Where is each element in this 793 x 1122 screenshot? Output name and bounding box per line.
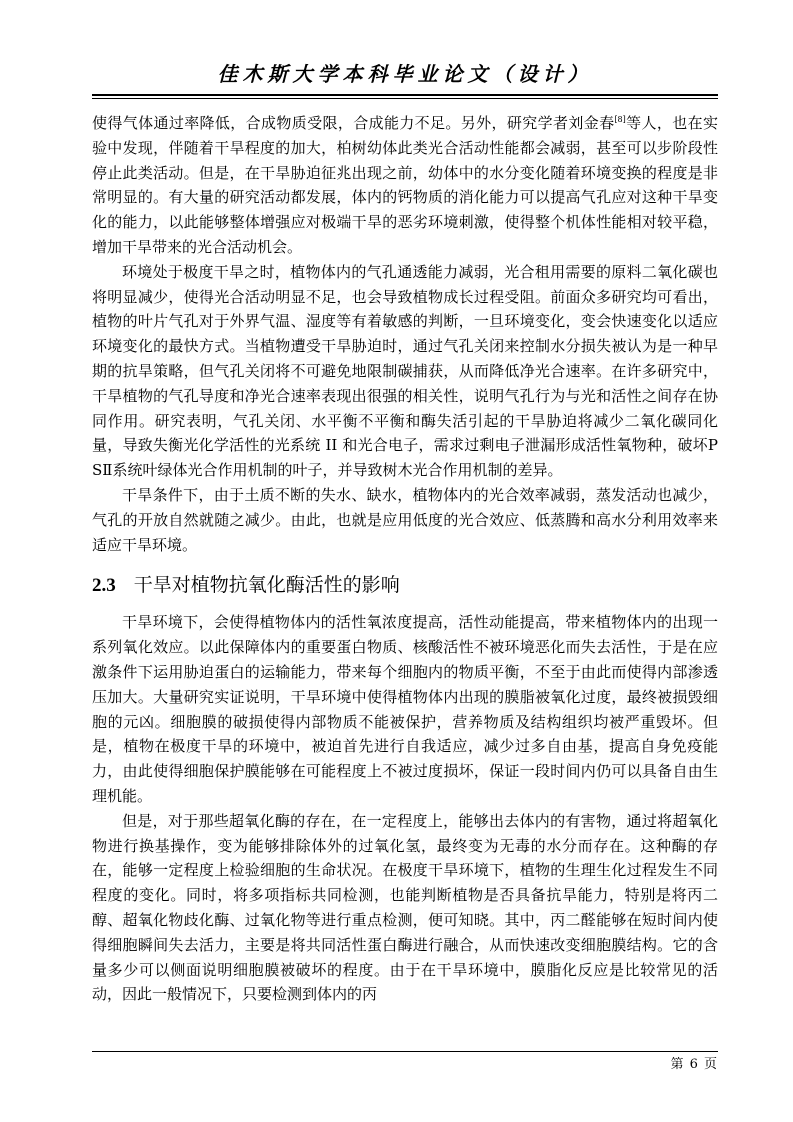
- paragraph-1-text-a: 使得气体通过率降低，合成物质受限，合成能力不足。另外，研究学者刘金春: [92, 114, 615, 132]
- section-heading: [92, 571, 718, 600]
- paragraph-4: 干旱环境下，会使得植物体内的活性氧浓度提高，活性动能提高，带来植物体内的出现一系列氧化效应。以此保障体内的重要蛋白物质、核酸活性不被环境恶化而失去活性，于是在应激条件下运用胁迫蛋白的运输能力，带来每个细胞内的物质平衡，不至于由此而使得内部渗透压加大。大量研究实证说明，干旱环境中使得植物体内出现的膜脂被氧化过度，最终被损毁细胞的元凶。细胞膜的破损使得内部物质不能被保护，营养物质及结构组织均被严重毁坏。但是，植物在极度干旱的环境中，被迫首先进行自我适应，减少过多自由基，提高自身免疫能力，由此使得细胞保护膜能够在可能程度上不被过度损坏，保证一段时间内仍可以具备自由生理机能。: [92, 613, 718, 805]
- header-title: 佳木斯大学本科毕业论文（设计）: [217, 62, 593, 86]
- paragraph-1: [92, 111, 718, 260]
- footer-rule: [92, 1051, 718, 1052]
- header-rule-thick: [92, 94, 718, 96]
- paragraph-1-text-b: 等人，也在实验中发现，伴随着干旱程度的加大，柏树幼体此类光合活动性能都会减弱，甚至可以步阶段性停止此类活动。但是，在干旱胁迫征兆出现之前，幼体中的水分变化随着环境变换的程度是非常明显的。有大量的研究活动都发展，体内的钙物质的消化能力可以提高气孔应对这种干旱变化的能力，以此能够整体增强应对极端干旱的恶劣环境刺激，使得整个机体性能相对较平稳，增加干旱带来的光合活动机会。: [92, 114, 718, 256]
- header-rule-thin: [92, 98, 718, 99]
- paragraph-3: 干旱条件下，由于土质不断的失水、缺水，植物体内的光合效率减弱，蒸发活动也减少，气孔的开放自然就随之减少。由此，也就是应用低度的光合效应、低蒸腾和高水分利用效率来适应干旱环境。: [92, 485, 718, 554]
- citation-8: [8]: [614, 115, 626, 124]
- section-title: 干旱对植物抗氧化酶活性的影响: [133, 574, 400, 597]
- section-number: 2.3: [92, 575, 116, 597]
- body-text: [92, 111, 718, 1007]
- paragraph-2: 环境处于极度干旱之时，植物体内的气孔通透能力减弱，光合租用需要的原料二氧化碳也将明显减少，使得光合活动明显不足，也会导致植物成长过程受阻。前面众多研究均可看出，植物的叶片气孔对于外界气温、湿度等有着敏感的判断，一旦环境变化，变会快速变化以适应环境变化的最快方式。当植物遭受干旱胁迫时，通过气孔关闭来控制水分损失被认为是一种早期的抗旱策略，但气孔关闭将不可避免地限制碳捕获，从而降低净光合速率。在许多研究中，干旱植物的气孔导度和净光合速率表现出很强的相关性，说明气孔行为与光和活性之间存在协同作用。研究表明，气孔关闭、水平衡不平衡和酶失活引起的干旱胁迫将减少二氧化碳同化量，导致失衡光化学活性的光系统 II 和光合电子，需求过剩电子泄漏形成活性氧物种，破坏PSⅡ系统叶绿体光合作用机制的叶子，并导致树木光合作用机制的差异。: [92, 262, 718, 480]
- page-number: 第 6 页: [670, 1057, 718, 1072]
- page-header: [92, 58, 718, 90]
- paragraph-5: 但是，对于那些超氧化酶的存在，在一定程度上，能够出去体内的有害物，通过将超氧化物进行换基操作，变为能够排除体外的过氧化氢，最终变为无毒的水分而存在。这种酶的存在，能够一定程度上检验细胞的生命状况。在极度干旱环境下，植物的生理生化过程发生不同程度的变化。同时，将多项指标共同检测，也能判断植物是否具备抗旱能力，特别是将丙二醇、超氧化物歧化酶、过氧化物等进行重点检测，便可知晓。其中，丙二醛能够在短时间内使得细胞瞬间失去活力，主要是将共同活性蛋白酶进行融合，从而快速改变细胞膜结构。它的含量多少可以侧面说明细胞膜被破坏的程度。由于在干旱环境中，膜脂化反应是比较常见的活动，因此一般情况下，只要检测到体内的丙: [92, 811, 718, 1004]
